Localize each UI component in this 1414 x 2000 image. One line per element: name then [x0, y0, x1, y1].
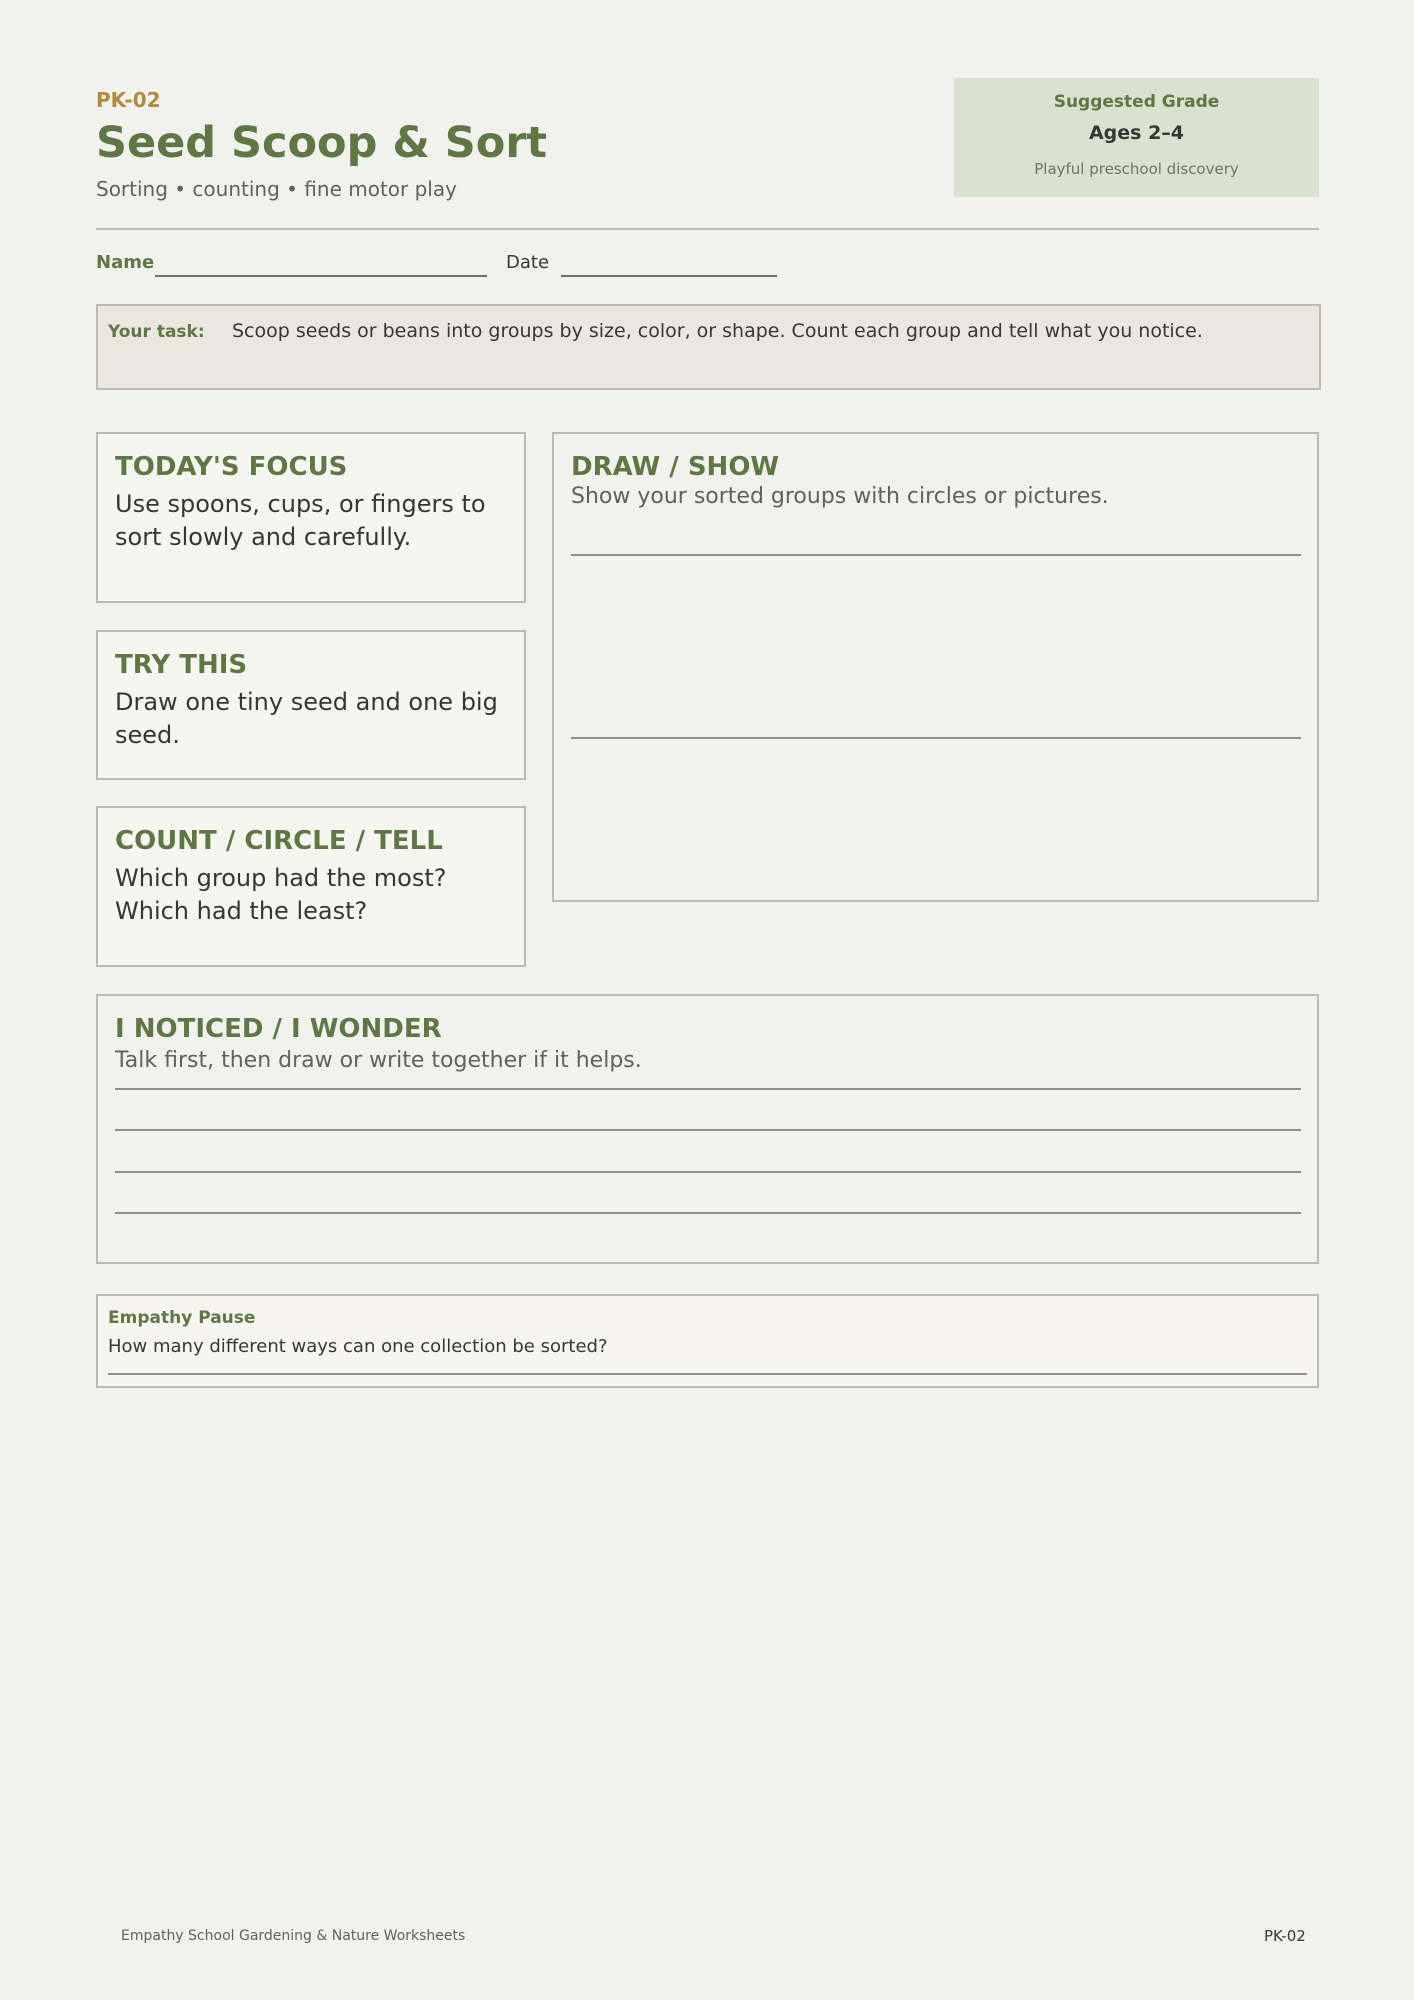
card-body: Which group had the most? Which had the least?	[115, 864, 447, 925]
grade-label: Suggested Grade	[1053, 92, 1220, 112]
page-subtitle: Sorting • counting • fine motor play	[96, 177, 457, 201]
draw-heading: DRAW / SHOW	[571, 452, 780, 482]
writing-line[interactable]	[115, 1088, 1301, 1090]
empathy-heading: Empathy Pause	[108, 1308, 256, 1328]
draw-show-area[interactable]	[552, 432, 1319, 902]
card-body: Draw one tiny seed and one big seed.	[115, 688, 498, 749]
draw-line	[571, 554, 1301, 556]
writing-line[interactable]	[115, 1212, 1301, 1214]
writing-line[interactable]	[115, 1171, 1301, 1173]
footer-series-name: Empathy School Gardening & Nature Worksheets	[121, 1928, 466, 1944]
name-field[interactable]	[155, 275, 487, 277]
todays-focus-card	[96, 432, 526, 603]
draw-line	[571, 737, 1301, 739]
notice-heading: I NOTICED / I WONDER	[115, 1014, 442, 1044]
count-circle-tell-card	[96, 806, 526, 967]
date-label: Date	[506, 252, 550, 273]
try-this-card	[96, 630, 526, 780]
name-label: Name	[96, 252, 155, 273]
suggested-grade-box	[954, 78, 1319, 197]
notice-prompt: Talk first, then draw or write together if it helps.	[115, 1048, 642, 1073]
date-field[interactable]	[561, 275, 777, 277]
header-divider	[96, 228, 1319, 230]
card-heading: COUNT / CIRCLE / TELL	[115, 826, 443, 856]
grade-value: Ages 2–4	[1088, 122, 1185, 144]
empathy-question: How many different ways can one collection be sorted?	[108, 1336, 608, 1357]
card-body: Use spoons, cups, or fingers to sort slowly and carefully.	[115, 490, 486, 551]
task-label: Your task:	[108, 322, 205, 342]
page-title: Seed Scoop & Sort	[96, 118, 548, 168]
task-box	[96, 304, 1321, 390]
empathy-answer-line[interactable]	[108, 1373, 1307, 1375]
task-text: Scoop seeds or beans into groups by size, color, or shape. Count each group and tell what you notice.	[232, 320, 1203, 342]
empathy-pause-box	[96, 1294, 1319, 1388]
grade-note: Playful preschool discovery	[1034, 160, 1239, 178]
worksheet-code: PK-02	[96, 88, 161, 112]
footer-page-code: PK-02	[1264, 1927, 1306, 1945]
writing-line[interactable]	[115, 1129, 1301, 1131]
noticed-wonder-area[interactable]	[96, 994, 1319, 1264]
card-heading: TRY THIS	[115, 650, 248, 680]
card-heading: TODAY'S FOCUS	[115, 452, 348, 482]
draw-prompt: Show your sorted groups with circles or pictures.	[571, 484, 1109, 509]
